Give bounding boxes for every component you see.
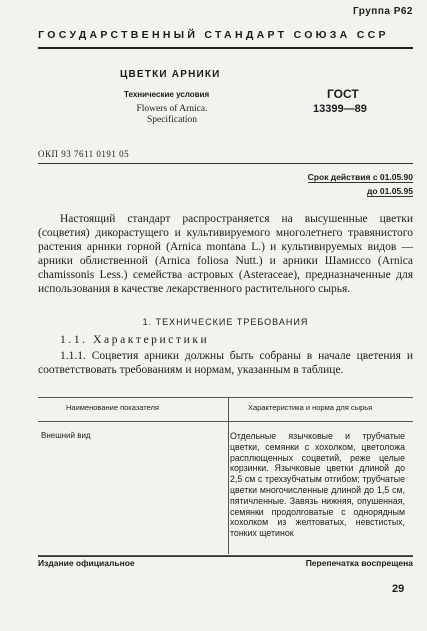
english-title [117,104,227,126]
header-rule [38,47,413,49]
section-heading: 1. ТЕХНИЧЕСКИЕ ТРЕБОВАНИЯ [142,317,309,327]
okp-code: ОКП 93 7611 0191 05 [38,149,130,159]
table-header-indicator: Наименование показателя [66,403,159,412]
validity-from-text: Срок действия с 01.05.90 [307,172,413,182]
english-title-line2: Specification [146,115,198,125]
table-header-norm: Характеристика и норма для сырья [248,403,373,412]
english-title-line1: Flowers of Arnica. [136,104,208,114]
footer-official: Издание официальное [38,558,135,568]
gost-label: ГОСТ [327,87,359,101]
okp-rule [38,163,413,164]
group-label: Группа Р62 [352,6,413,17]
document-title: ЦВЕТКИ АРНИКИ [120,69,221,80]
table-cell-value: Отдельные язычковые и трубчатые цветки, семянки с хохолком, цветоложа расплющенных соцветий, реже целые корзинки. Язычковые цветки длиной до 2,5 см с трехзубчатым отгибом; трубчатые цветки многочисленные длиной до 1,5 см, пятичленные. Завязь нижняя, опушенная, семянки продолговатые с однорядным хохолком из желтоватых, невстистых, тонких щетинок [230,431,405,539]
intro-paragraph: Настоящий стандарт распространяется на высушенные цветки (соцветия) дикорастущего и культивируемого многолетнего травянистого растения арники горной (Arnica montana L.) и культивируемых видов — арники облиственной (Arnica foliosa Nutt.) и арники Шамиссо (Arnica chamissonis Less.) семейства астровых (Asteraceae), предназначенные для использования в качестве лекарственного растительного сырья. [38,213,413,295]
footer-copyright: Перепечатка воспрещена [305,558,413,568]
validity-from [308,172,413,182]
gost-number: 13399—89 [313,103,367,115]
requirements-paragraph: 1.1.1. Соцветия арники должны быть собраны в начале цветения и соответствовать требованиям и нормам, указанным в таблице. [38,350,413,376]
table-cell-indicator: Внешний вид [41,431,91,440]
validity-to [367,186,413,196]
subsection-heading: 1.1. Характеристики [60,334,210,346]
footer-rule [38,556,413,557]
document-subtitle: Технические условия [124,90,210,99]
page-number: 29 [392,583,405,595]
table-header-rule [38,421,413,422]
state-standard-header: ГОСУДАРСТВЕННЫЙ СТАНДАРТ СОЮЗА ССР [38,29,389,41]
validity-to-text: до 01.05.95 [366,186,413,196]
